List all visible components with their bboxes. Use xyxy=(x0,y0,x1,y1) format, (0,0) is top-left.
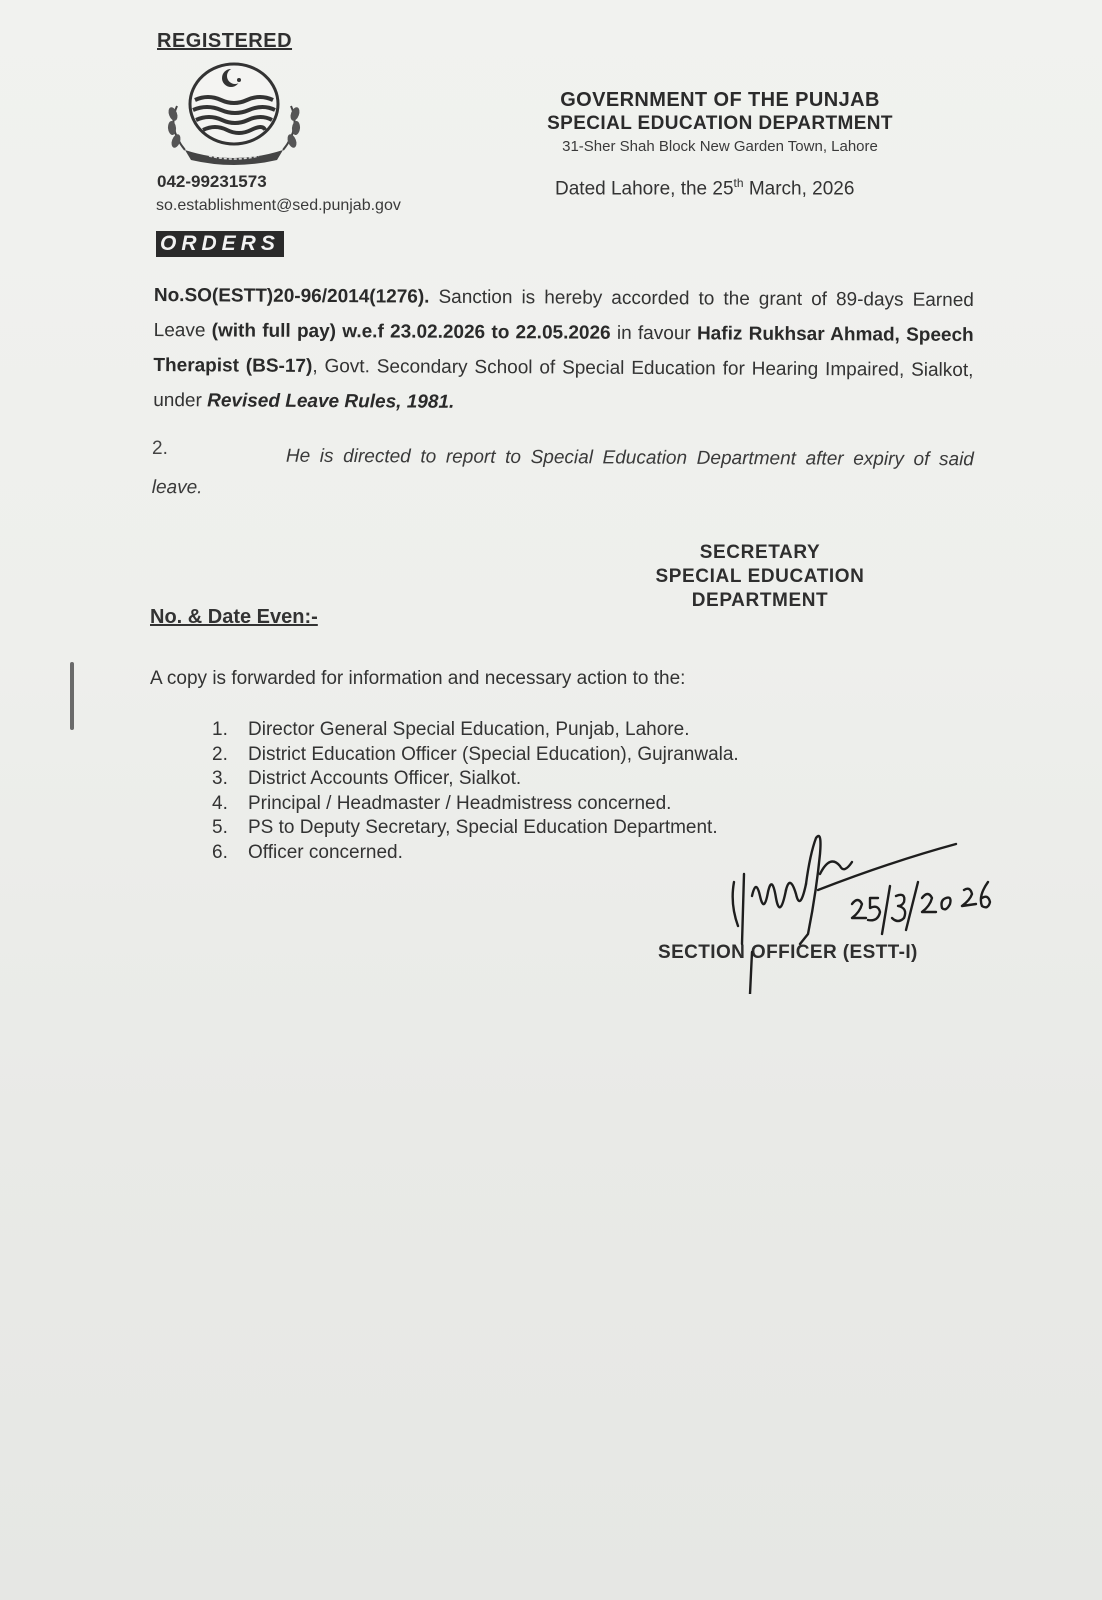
list-item-text: District Accounts Officer, Sialkot. xyxy=(248,768,522,789)
list-item xyxy=(212,792,739,817)
letterhead-header xyxy=(520,88,920,158)
list-item-number: 5. xyxy=(212,817,228,838)
list-item xyxy=(212,816,739,841)
section-officer-title: SECTION OFFICER (ESTT-I) xyxy=(658,942,918,963)
list-item-number: 3. xyxy=(212,768,228,789)
registered-label: REGISTERED xyxy=(157,30,293,52)
paragraph-2-text: He is directed to report to Special Education Department after expiry of said leave. xyxy=(151,445,974,499)
list-item-text: Director General Special Education, Punjab, Lahore. xyxy=(248,719,690,740)
department-name: SPECIAL EDUCATION DEPARTMENT xyxy=(547,113,893,134)
secretary-line-3: DEPARTMENT xyxy=(691,590,829,611)
list-item-text: Officer concerned. xyxy=(248,841,403,863)
department-address: 31-Sher Shah Block New Garden Town, Lahore xyxy=(562,138,878,155)
dated-superscript: th xyxy=(733,176,744,190)
no-date-even: No. & Date Even:- xyxy=(150,606,318,628)
list-item-text: PS to Deputy Secretary, Special Education Department. xyxy=(248,817,718,838)
order-paragraph xyxy=(153,278,974,423)
list-item-text: District Education Officer (Special Education), Gujranwala. xyxy=(248,743,739,765)
order-text-3: in favour xyxy=(610,322,698,345)
employee-name: Hafiz Rukhsar Ahmad, Speech Therapist (BS-17) xyxy=(153,323,974,377)
list-item xyxy=(212,743,739,768)
paragraph-2-number: 2. xyxy=(152,438,168,459)
secretary-block xyxy=(640,541,880,613)
leave-period: w.e.f 23.02.2026 to 22.05.2026 xyxy=(342,321,611,344)
punjab-government-emblem-icon xyxy=(163,58,305,168)
recipient-list xyxy=(212,718,739,865)
order-number: No.SO(ESTT)20-96/2014(1276). xyxy=(153,284,430,308)
government-name: GOVERNMENT OF THE PUNJAB xyxy=(560,89,880,111)
pay-status: (with full pay) xyxy=(211,320,337,343)
orders-heading: ORDERS xyxy=(156,231,284,257)
handwritten-signature-icon xyxy=(720,834,1020,994)
list-item-number: 4. xyxy=(212,792,228,814)
list-item-number: 6. xyxy=(212,841,228,863)
order-text-1: Sanction is hereby accorded to the grant of 89-days Earned Leave xyxy=(153,286,974,342)
secretary-line-1: SECRETARY xyxy=(699,542,821,563)
list-item-text: Principal / Headmaster / Headmistress concerned. xyxy=(248,792,672,814)
list-item xyxy=(212,718,739,743)
copy-forwarded-line: A copy is forwarded for information and necessary action to the: xyxy=(150,668,686,689)
list-item xyxy=(212,841,739,866)
dated-line xyxy=(555,176,854,200)
order-text-4: , Govt. Secondary School of Special Education for Hearing Impaired, Sialkot, under xyxy=(153,355,974,412)
secretary-line-2: SPECIAL EDUCATION xyxy=(655,566,865,587)
leave-rules: Revised Leave Rules, 1981. xyxy=(207,390,455,413)
paper-edge-mark xyxy=(70,662,74,730)
email-address: so.establishment@sed.punjab.gov xyxy=(156,197,401,214)
dated-prefix: Dated Lahore, the 25 xyxy=(555,178,734,200)
phone-number: 042-99231573 xyxy=(157,172,267,191)
dated-suffix: March, 2026 xyxy=(743,178,855,200)
list-item xyxy=(212,767,739,792)
list-item-number: 2. xyxy=(212,743,228,765)
list-item-number: 1. xyxy=(212,719,228,740)
